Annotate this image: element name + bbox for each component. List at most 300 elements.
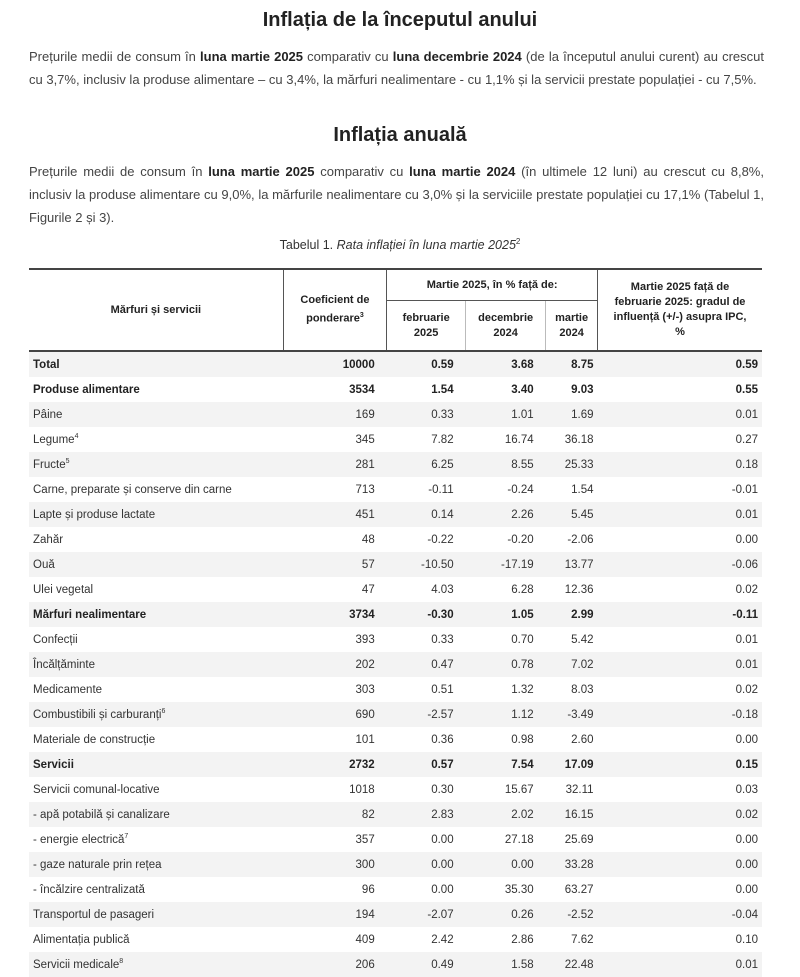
cell-dec-value: 2.26	[511, 508, 534, 521]
table-row	[29, 627, 762, 652]
table-row	[29, 552, 762, 577]
header-december-2024: decembrie 2024	[466, 301, 546, 351]
cell-weight	[283, 577, 387, 602]
cell-weight	[283, 727, 387, 752]
cell-weight-value: 451	[355, 508, 375, 521]
cell-mar	[546, 952, 598, 977]
table-body	[29, 351, 762, 977]
table-row	[29, 952, 762, 977]
cell-influence	[598, 927, 762, 952]
table-row	[29, 577, 762, 602]
cell-weight	[283, 477, 387, 502]
cell-dec-value: -0.20	[507, 533, 534, 546]
table-row	[29, 777, 762, 802]
p1-bold-1: luna martie 2025	[200, 49, 304, 64]
caption-title: Rata inflației în luna martie 2025	[336, 238, 516, 253]
cell-feb	[387, 827, 466, 852]
cell-name-value: Mărfuri nealimentare	[33, 608, 147, 621]
cell-mar-value: 2.60	[571, 733, 594, 746]
cell-dec	[466, 351, 546, 377]
cell-mar	[546, 402, 598, 427]
cell-name	[29, 752, 283, 777]
cell-name-footnote: 6	[161, 708, 166, 716]
cell-weight	[283, 351, 387, 377]
cell-name-value: Total	[33, 358, 60, 371]
cell-name	[29, 377, 283, 402]
cell-dec-value: 3.40	[511, 383, 534, 396]
cell-feb	[387, 377, 466, 402]
cell-name	[29, 577, 283, 602]
cell-name-value: Ulei vegetal	[33, 583, 94, 596]
cell-name	[29, 477, 283, 502]
cell-feb-value: -0.22	[427, 533, 454, 546]
cell-dec-value: 6.28	[511, 583, 534, 596]
cell-influence	[598, 902, 762, 927]
cell-feb	[387, 402, 466, 427]
cell-weight	[283, 702, 387, 727]
cell-dec	[466, 577, 546, 602]
cell-feb-value: 6.25	[431, 458, 454, 471]
cell-influence	[598, 427, 762, 452]
p1-text-3: (de la începutul anului curent) au crescut cu 3,7%, inclusiv la produse alimentare – cu 3,4%, la mărfuri nealimentare - cu 1,1% și la servicii prestate populației - cu 7,5%.	[29, 49, 764, 87]
cell-dec-value: 7.54	[511, 758, 534, 771]
cell-influence-value: 0.00	[735, 858, 758, 871]
cell-feb-value: 0.00	[431, 883, 454, 896]
cell-weight-value: 3534	[349, 383, 375, 396]
cell-feb-value: 7.82	[431, 433, 454, 446]
cell-influence	[598, 677, 762, 702]
cell-feb	[387, 927, 466, 952]
cell-weight-value: 96	[361, 883, 375, 896]
cell-influence-value: -0.04	[731, 908, 758, 921]
cell-mar	[546, 452, 598, 477]
cell-mar	[546, 377, 598, 402]
cell-dec-value: 3.68	[511, 358, 534, 371]
cell-mar	[546, 351, 598, 377]
cell-name	[29, 452, 283, 477]
cell-dec	[466, 677, 546, 702]
cell-name	[29, 427, 283, 452]
cell-name	[29, 802, 283, 827]
cell-influence	[598, 752, 762, 777]
cell-mar	[546, 577, 598, 602]
cell-mar-value: 16.15	[564, 808, 594, 821]
cell-name	[29, 902, 283, 927]
cell-name	[29, 777, 283, 802]
table-row	[29, 652, 762, 677]
cell-weight-value: 345	[355, 433, 375, 446]
cell-dec	[466, 927, 546, 952]
cell-name-value: Medicamente	[33, 683, 103, 696]
cell-feb-value: 0.33	[431, 633, 454, 646]
cell-feb	[387, 902, 466, 927]
cell-mar-value: 8.75	[571, 358, 594, 371]
cell-weight	[283, 427, 387, 452]
cell-mar	[546, 502, 598, 527]
p2-text-2: comparativ cu	[314, 164, 410, 179]
cell-weight	[283, 777, 387, 802]
cell-influence-value: 0.02	[735, 583, 758, 596]
cell-feb	[387, 351, 466, 377]
cell-weight	[283, 752, 387, 777]
cell-name	[29, 877, 283, 902]
p2-text-3: (în ultimele 12 luni) au crescut cu 8,8%, inclusiv la produse alimentare cu 9,0%, la mărfurile nealimentare cu 3,0% și la serviciile prestate populației cu 17,1% (Tabelul 1, Figurile 2 și 3).	[29, 164, 764, 225]
cell-feb-value: -2.57	[427, 708, 454, 721]
cell-dec-value: 0.70	[511, 633, 534, 646]
cell-mar	[546, 702, 598, 727]
cell-weight	[283, 627, 387, 652]
table-row	[29, 902, 762, 927]
cell-mar-value: 17.09	[564, 758, 594, 771]
cell-mar-value: 1.54	[571, 483, 594, 496]
cell-dec	[466, 402, 546, 427]
cell-feb-value: -0.30	[427, 608, 454, 621]
cell-influence	[598, 527, 762, 552]
table-row	[29, 927, 762, 952]
cell-dec-value: 16.74	[504, 433, 534, 446]
cell-dec-value: 27.18	[504, 833, 534, 846]
p2-bold-2: luna martie 2024	[409, 164, 516, 179]
cell-name	[29, 527, 283, 552]
cell-feb-value: 0.57	[431, 758, 454, 771]
cell-mar-value: 13.77	[564, 558, 594, 571]
cell-feb	[387, 602, 466, 627]
cell-weight-value: 202	[355, 658, 375, 671]
cell-mar-value: 5.45	[571, 508, 594, 521]
cell-dec-value: 2.02	[511, 808, 534, 821]
cell-name	[29, 627, 283, 652]
cell-name	[29, 502, 283, 527]
cell-feb	[387, 652, 466, 677]
cell-weight-value: 281	[355, 458, 375, 471]
cell-influence	[598, 377, 762, 402]
cell-feb	[387, 727, 466, 752]
cell-name	[29, 827, 283, 852]
cell-feb	[387, 452, 466, 477]
cell-feb	[387, 527, 466, 552]
cell-name-value: Materiale de construcție	[33, 733, 156, 746]
cell-mar	[546, 802, 598, 827]
cell-feb	[387, 427, 466, 452]
cell-dec-value: 1.32	[511, 683, 534, 696]
heading-annual-inflation: Inflația anuală	[333, 124, 467, 146]
cell-mar-value: 36.18	[564, 433, 594, 446]
cell-weight-value: 393	[355, 633, 375, 646]
cell-weight-value: 47	[361, 583, 375, 596]
cell-name-value: Combustibili și carburanți	[33, 708, 162, 721]
cell-influence	[598, 552, 762, 577]
cell-feb-value: 0.59	[431, 358, 454, 371]
cell-weight-value: 1018	[349, 783, 375, 796]
header-march-2024: martie 2024	[546, 301, 598, 351]
cell-feb	[387, 777, 466, 802]
cell-influence	[598, 627, 762, 652]
cell-influence-value: 0.01	[735, 508, 758, 521]
cell-mar	[546, 627, 598, 652]
cell-feb-value: 0.49	[431, 958, 454, 971]
cell-weight-value: 690	[355, 708, 375, 721]
cell-dec	[466, 827, 546, 852]
cell-mar	[546, 427, 598, 452]
cell-dec	[466, 377, 546, 402]
cell-mar	[546, 927, 598, 952]
cell-influence-value: 0.00	[735, 733, 758, 746]
cell-influence-value: -0.11	[732, 608, 758, 621]
cell-dec	[466, 777, 546, 802]
table-row	[29, 351, 762, 377]
cell-influence	[598, 777, 762, 802]
cell-name	[29, 552, 283, 577]
cell-influence-value: 0.55	[735, 383, 758, 396]
cell-influence-value: 0.00	[735, 883, 758, 896]
cell-weight	[283, 952, 387, 977]
cell-mar	[546, 527, 598, 552]
cell-mar-value: 2.99	[571, 608, 594, 621]
header-weight-footnote: 3	[359, 312, 364, 320]
cell-name	[29, 652, 283, 677]
cell-dec	[466, 527, 546, 552]
cell-influence-value: 0.01	[735, 408, 758, 421]
cell-weight-value: 300	[355, 858, 375, 871]
paragraph-since-year-start	[29, 45, 764, 91]
cell-influence-value: 0.18	[735, 458, 758, 471]
cell-feb	[387, 552, 466, 577]
cell-mar-value: 7.62	[571, 933, 594, 946]
cell-dec	[466, 627, 546, 652]
cell-weight	[283, 502, 387, 527]
cell-mar	[546, 852, 598, 877]
header-goods: Mărfuri și servicii	[29, 269, 283, 351]
cell-name-value: Carne, preparate și conserve din carne	[33, 483, 232, 496]
cell-feb	[387, 502, 466, 527]
cell-influence-value: 0.01	[735, 633, 758, 646]
cell-feb	[387, 702, 466, 727]
cell-name	[29, 702, 283, 727]
cell-influence-value: 0.02	[735, 683, 758, 696]
cell-dec-value: 8.55	[511, 458, 534, 471]
cell-mar-value: 25.69	[564, 833, 594, 846]
cell-name-value: Lapte și produse lactate	[33, 508, 156, 521]
p2-bold-1: luna martie 2025	[208, 164, 315, 179]
cell-dec	[466, 727, 546, 752]
cell-dec	[466, 427, 546, 452]
cell-mar	[546, 677, 598, 702]
cell-influence-value: 0.03	[735, 783, 758, 796]
table-row	[29, 477, 762, 502]
cell-name-value: Zahăr	[33, 533, 64, 546]
cell-weight-value: 409	[355, 933, 375, 946]
header-march-group: Martie 2025, în % față de:	[387, 269, 598, 301]
cell-weight-value: 194	[355, 908, 375, 921]
cell-weight-value: 48	[361, 533, 375, 546]
cell-mar-value: 1.69	[571, 408, 594, 421]
cell-mar	[546, 902, 598, 927]
cell-name-value: - energie electrică	[33, 833, 125, 846]
cell-influence	[598, 877, 762, 902]
cell-mar-value: -3.49	[567, 708, 594, 721]
cell-dec	[466, 477, 546, 502]
cell-weight	[283, 652, 387, 677]
cell-feb-value: 0.33	[431, 408, 454, 421]
cell-feb-value: -10.50	[421, 558, 454, 571]
cell-influence	[598, 652, 762, 677]
caption-prefix: Tabelul 1.	[279, 238, 337, 253]
cell-weight-value: 169	[355, 408, 375, 421]
cell-mar-value: 8.03	[571, 683, 594, 696]
cell-name	[29, 602, 283, 627]
cell-feb-value: 0.51	[431, 683, 454, 696]
cell-mar	[546, 552, 598, 577]
cell-name-value: Pâine	[33, 408, 63, 421]
cell-weight-value: 101	[355, 733, 375, 746]
cell-weight-value: 82	[361, 808, 375, 821]
paragraph-annual	[29, 160, 764, 229]
cell-dec	[466, 877, 546, 902]
cell-feb-value: 2.42	[431, 933, 454, 946]
cell-name-value: Fructe	[33, 458, 66, 471]
cell-dec-value: 1.05	[511, 608, 534, 621]
cell-feb-value: -0.11	[428, 483, 454, 496]
cell-weight	[283, 927, 387, 952]
cell-influence	[598, 402, 762, 427]
cell-influence-value: 0.01	[735, 958, 758, 971]
cell-feb	[387, 677, 466, 702]
cell-influence-value: 0.10	[735, 933, 758, 946]
heading-inflation-since-year-start: Inflația de la începutul anului	[262, 9, 538, 31]
cell-dec-value: 0.26	[511, 908, 534, 921]
cell-name-value: Servicii	[33, 758, 74, 771]
p1-text-1: Prețurile medii de consum în	[29, 49, 201, 64]
cell-name	[29, 351, 283, 377]
cell-influence	[598, 351, 762, 377]
cell-feb-value: 0.36	[431, 733, 454, 746]
cell-mar-value: 7.02	[571, 658, 594, 671]
cell-dec-value: 35.30	[504, 883, 534, 896]
table-row	[29, 727, 762, 752]
cell-name	[29, 727, 283, 752]
cell-mar-value: 12.36	[564, 583, 594, 596]
cell-feb	[387, 852, 466, 877]
table-row	[29, 527, 762, 552]
table-row	[29, 502, 762, 527]
cell-feb-value: 0.30	[431, 783, 454, 796]
cell-weight	[283, 452, 387, 477]
cell-dec	[466, 902, 546, 927]
cell-feb-value: 0.00	[431, 833, 454, 846]
cell-mar	[546, 652, 598, 677]
inflation-table	[29, 268, 762, 977]
cell-name	[29, 402, 283, 427]
cell-feb	[387, 952, 466, 977]
cell-mar	[546, 602, 598, 627]
cell-influence	[598, 852, 762, 877]
cell-weight-value: 57	[361, 558, 375, 571]
cell-influence	[598, 452, 762, 477]
cell-weight	[283, 852, 387, 877]
table-row	[29, 752, 762, 777]
cell-name-value: Alimentația publică	[33, 933, 130, 946]
cell-feb	[387, 627, 466, 652]
cell-mar-value: 25.33	[564, 458, 594, 471]
cell-name-footnote: 4	[74, 433, 79, 441]
cell-weight	[283, 827, 387, 852]
cell-weight	[283, 552, 387, 577]
cell-dec	[466, 802, 546, 827]
cell-feb	[387, 477, 466, 502]
cell-mar-value: -2.06	[567, 533, 594, 546]
cell-dec-value: 15.67	[504, 783, 534, 796]
table-row	[29, 427, 762, 452]
cell-weight-value: 3734	[349, 608, 375, 621]
cell-dec-value: 0.00	[511, 858, 534, 871]
cell-dec-value: 0.98	[511, 733, 534, 746]
cell-feb-value: 1.54	[431, 383, 454, 396]
cell-mar	[546, 777, 598, 802]
cell-weight-value: 713	[355, 483, 375, 496]
cell-influence	[598, 702, 762, 727]
cell-name-value: Transportul de pasageri	[33, 908, 155, 921]
cell-influence	[598, 577, 762, 602]
cell-mar	[546, 752, 598, 777]
cell-mar	[546, 877, 598, 902]
cell-dec	[466, 602, 546, 627]
cell-weight-value: 303	[355, 683, 375, 696]
cell-name-footnote: 5	[65, 458, 70, 466]
cell-influence-value: 0.00	[735, 833, 758, 846]
cell-feb-value: 0.14	[431, 508, 454, 521]
cell-weight	[283, 802, 387, 827]
cell-feb	[387, 877, 466, 902]
cell-feb-value: 0.00	[431, 858, 454, 871]
cell-dec-value: -17.19	[501, 558, 534, 571]
cell-influence	[598, 477, 762, 502]
cell-feb-value: 4.03	[431, 583, 454, 596]
cell-dec	[466, 452, 546, 477]
cell-weight-value: 10000	[342, 358, 375, 371]
cell-weight	[283, 527, 387, 552]
cell-weight	[283, 877, 387, 902]
cell-weight-value: 357	[355, 833, 375, 846]
cell-name	[29, 952, 283, 977]
cell-influence-value: 0.59	[735, 358, 758, 371]
cell-name-value: Confecții	[33, 633, 78, 646]
cell-name-value: Produse alimentare	[33, 383, 140, 396]
cell-mar-value: 32.11	[565, 783, 594, 796]
cell-name	[29, 927, 283, 952]
cell-influence	[598, 602, 762, 627]
cell-name-value: - gaze naturale prin rețea	[33, 858, 162, 871]
cell-dec	[466, 652, 546, 677]
cell-mar-value: 63.27	[564, 883, 594, 896]
header-february-2025: februarie 2025	[387, 301, 466, 351]
cell-name-value: - apă potabilă și canalizare	[33, 808, 170, 821]
cell-weight	[283, 602, 387, 627]
table-row	[29, 827, 762, 852]
cell-name-value: Legume	[33, 433, 75, 446]
table-row	[29, 877, 762, 902]
cell-influence-value: 0.15	[735, 758, 758, 771]
cell-feb	[387, 752, 466, 777]
cell-influence-value: 0.01	[735, 658, 758, 671]
cell-influence	[598, 952, 762, 977]
cell-feb	[387, 802, 466, 827]
p1-bold-2: luna decembrie 2024	[392, 49, 522, 64]
cell-dec	[466, 552, 546, 577]
cell-name-footnote: 7	[124, 833, 129, 841]
cell-influence	[598, 802, 762, 827]
cell-influence	[598, 502, 762, 527]
p1-text-2: comparativ cu	[303, 49, 393, 64]
